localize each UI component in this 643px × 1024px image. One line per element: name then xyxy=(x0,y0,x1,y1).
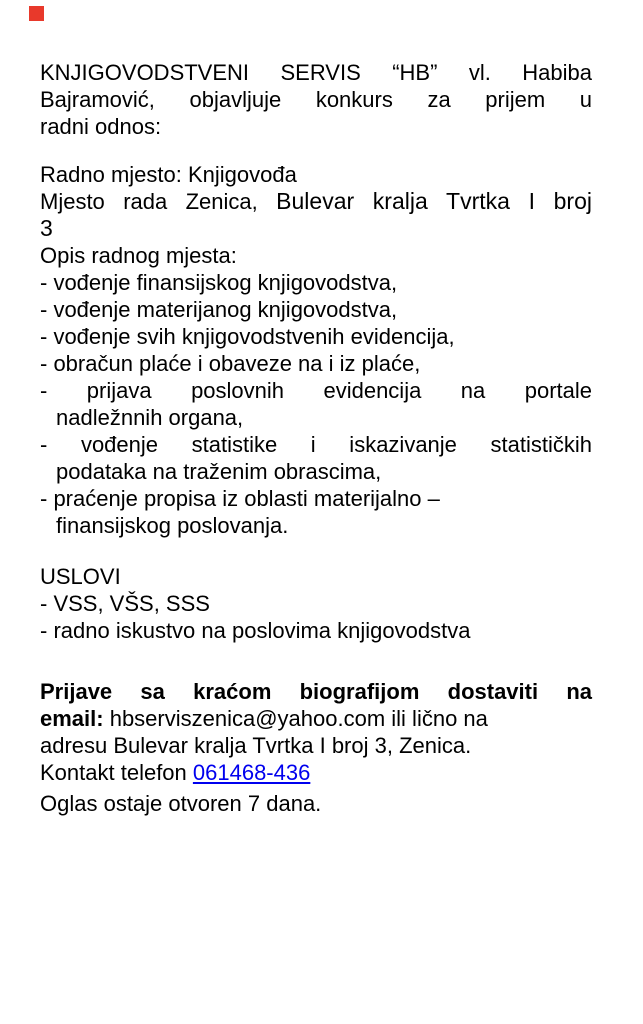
text-span: - praćenje propisa iz oblasti materijalno – xyxy=(40,486,440,511)
phone-link[interactable]: 061468-436 xyxy=(192,760,311,785)
text-span: podataka na traženim obrascima, xyxy=(56,459,382,484)
paragraph xyxy=(40,678,592,786)
text-line xyxy=(40,590,592,617)
text-span: Radno mjesto: Knjigovođa xyxy=(40,162,297,187)
text-span: Bulevar kralja Tvrtka I broj xyxy=(276,188,592,214)
text-line xyxy=(40,512,592,539)
text-span: adresu Bulevar kralja Tvrtka I broj 3, Zenica. xyxy=(40,733,472,758)
text-span: - radno iskustvo na poslovima knjigovodstva xyxy=(40,618,471,643)
text-line xyxy=(40,705,592,732)
text-line xyxy=(40,269,592,296)
text-span: Kontakt telefon xyxy=(40,760,193,785)
text-span: Opis radnog mjesta: xyxy=(40,243,237,268)
text-line xyxy=(40,113,592,140)
text-span: - vođenje finansijskog knjigovodstva, xyxy=(40,270,398,295)
text-line xyxy=(40,86,592,113)
paragraph xyxy=(40,59,592,140)
text-line xyxy=(40,617,592,644)
text-line xyxy=(40,485,592,512)
text-line xyxy=(40,563,592,590)
text-span: - vođenje svih knjigovodstvenih evidencija, xyxy=(40,324,455,349)
text-line xyxy=(40,350,592,377)
red-square-marker xyxy=(29,6,44,21)
job-ad-document xyxy=(40,59,592,817)
text-span: Bajramović, objavljuje konkurs za prijem u xyxy=(40,87,592,112)
text-line xyxy=(40,790,592,817)
text-line xyxy=(40,678,592,705)
text-span: - VSS, VŠS, SSS xyxy=(40,591,210,616)
paragraph xyxy=(40,563,592,644)
bold-text: Prijave sa kraćom biografijom dostaviti na xyxy=(40,679,592,704)
text-span: radni odnos: xyxy=(40,114,162,139)
text-line xyxy=(40,458,592,485)
text-span: - obračun plaće i obaveze na i iz plaće, xyxy=(40,351,421,376)
paragraph xyxy=(40,161,592,539)
text-line xyxy=(40,377,592,404)
text-line xyxy=(40,759,592,786)
text-span: - prijava poslovnih evidencija na portale xyxy=(40,378,592,403)
text-line xyxy=(40,732,592,759)
text-line xyxy=(40,431,592,458)
text-span: Oglas ostaje otvoren 7 dana. xyxy=(40,791,322,816)
text-line xyxy=(40,242,592,269)
bold-text: email: xyxy=(40,706,104,731)
text-span: 3 xyxy=(40,215,53,241)
text-line xyxy=(40,59,592,86)
text-span: hbserviszenica@yahoo.com ili lično na xyxy=(103,706,488,731)
text-line xyxy=(40,296,592,323)
text-span: nadležnnih organa, xyxy=(56,405,244,430)
text-line xyxy=(40,215,592,242)
text-line xyxy=(40,188,592,215)
text-line xyxy=(40,323,592,350)
text-span: USLOVI xyxy=(40,564,121,589)
text-span: - vođenje materijanog knjigovodstva, xyxy=(40,297,398,322)
text-line xyxy=(40,161,592,188)
text-span: Mjesto rada Zenica, xyxy=(40,189,277,214)
paragraph xyxy=(40,790,592,817)
text-line xyxy=(40,404,592,431)
text-span: KNJIGOVODSTVENI SERVIS “HB” vl. Habiba xyxy=(40,60,592,85)
text-span: - vođenje statistike i iskazivanje statističkih xyxy=(40,432,592,457)
text-span: finansijskog poslovanja. xyxy=(56,513,289,538)
